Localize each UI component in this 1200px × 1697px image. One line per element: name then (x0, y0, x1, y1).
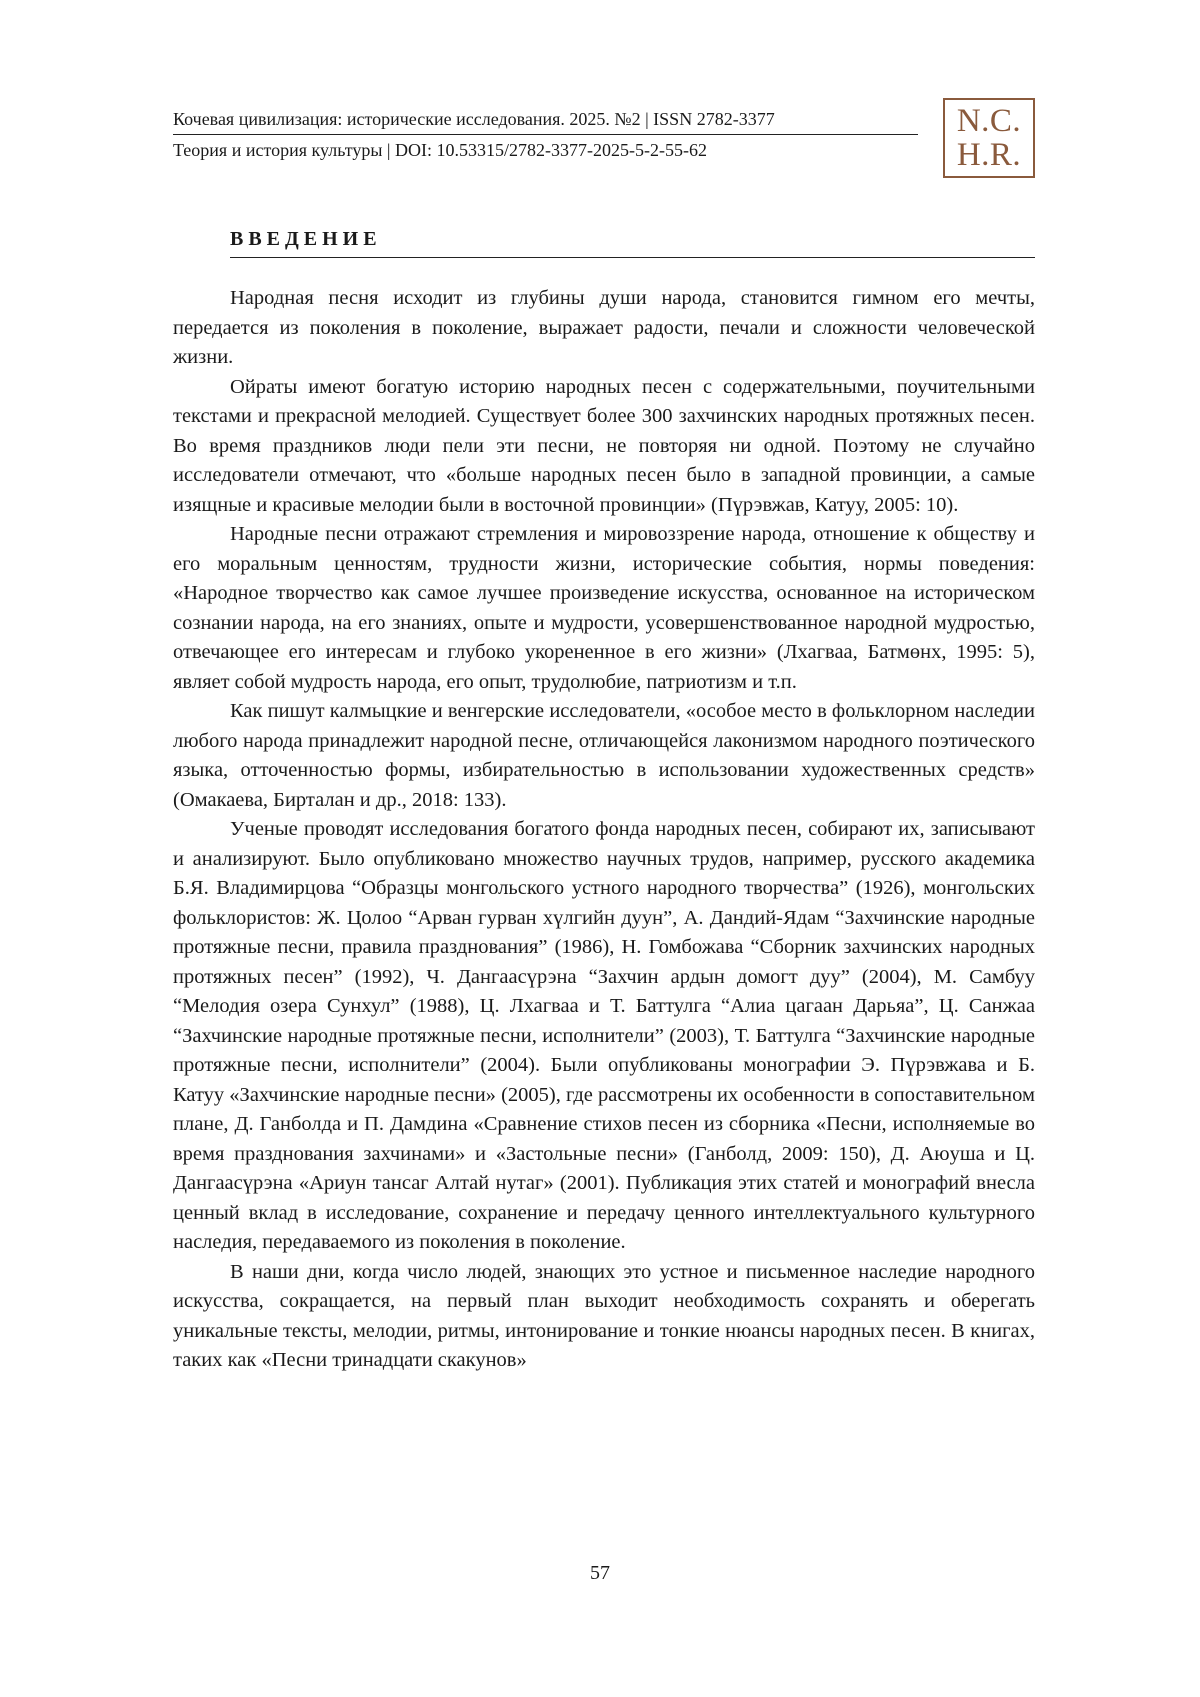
running-header (173, 103, 1035, 186)
paragraph-2: Ойраты имеют богатую историю народных песен с содержательными, поучительными текстами и прекрасной мелодией. Существует более 300 захчинских народных протяжных песен. Во время праздников люди пели эти песни, не повторяя ни одной. Поэтому не случайно исследователи отмечают, что «больше народных песен было в западной провинции, а самые изящные и красивые мелодии были в восточной провинции» (Пүрэвжав, Катуу, 2005: 10). (173, 375, 1035, 516)
paragraph-4: Как пишут калмыцкие и венгерские исследователи, «особое место в фольклорном наследии любого народа принадлежит народной песне, отличающейся лаконизмом народного поэтического языка, отточенностью формы, избирательностью в использовании художественных средств» (Омакаева, Бирталан и др., 2018: 133). (173, 700, 1035, 811)
section-doi-line: Теория и история культуры | DOI: 10.53315/2782-3377-2025-5-2-55-62 (173, 140, 707, 160)
section-heading: ВВЕДЕНИЕ (230, 228, 1035, 258)
header-text-block (173, 106, 918, 163)
logo-line-1: N.C. (956, 103, 1022, 139)
paragraph-6: В наши дни, когда число людей, знающих это устное и письменное наследие народного искусства, сокращается, на первый план выходит необходимость сохранять и оберегать уникальные тексты, мелодии, ритмы, интонирование и тонкие нюансы народных песен. В книгах, таких как «Песни тринадцати скакунов» (173, 1260, 1035, 1371)
paragraph-3: Народные песни отражают стремления и мировоззрение народа, отношение к обществу и его моральным ценностям, трудности жизни, исторические события, нормы поведения: «Народное творчество как самое лучшее произведение искусства, основанное на историческом сознании народа, на его знаниях, опыте и мудрости, усовершенствованное народной мудростью, отвечающее его интересам и глубоко укорененное в его жизни» (Лхагваа, Батмөнх, 1995: 5), являет собой мудрость народа, его опыт, трудолюбие, патриотизм и т.п. (173, 523, 1035, 693)
journal-logo (943, 98, 1035, 178)
article-body (173, 284, 1035, 1376)
page-number: 57 (590, 1562, 610, 1584)
journal-line: Кочевая цивилизация: исторические исследования. 2025. №2 | ISSN 2782-3377 (173, 106, 918, 135)
paragraph-5: Ученые проводят исследования богатого фонда народных песен, собирают их, записывают и анализируют. Было опубликовано множество научных трудов, например, русского академика Б.Я. Владимирцова “Образцы монгольского устного народного творчества” (1926), монгольских фольклористов: Ж. Цолоо “Арван гурван хүлгийн дуун”, А. Дандий-Ядам “Захчинские народные протяжные песни, правила празднования” (1986), Н. Гомбожава “Сборник захчинских народных протяжных песен” (1992), Ч. Дангаасүрэна “Захчин ардын домогт дуу” (2004), М. Самбуу “Мелодия озера Сунхул” (1988), Ц. Лхагваа и Т. Баттулга “Алиа цагаан Дарьяа”, Ц. Санжаа “Захчинские народные протяжные песни, исполнители” (2003), Т. Баттулга “Захчинские народные протяжные песни, исполнители” (2004). Были опубликованы монографии Э. Пүрэвжава и Б. Катуу «Захчинские народные песни» (2005), где рассмотрены их особенности в сопоставительном плане, Д. Ганболда и П. Дамдина «Сравнение стихов песен из сборника «Песни, исполняемые во время празднования захчинами» и «Застольные песни» (Ганболд, 2009: 150), Д. Аюуша и Ц. Дангаасүрэна «Ариун тансаг Алтай нутаг» (2001). Публикация этих статей и монографий внесла ценный вклад в исследование, сохранение и передачу ценного интеллектуального культурного наследия, передаваемого из поколения в поколение. (173, 818, 1035, 1253)
paragraph-1: Народная песня исходит из глубины души народа, становится гимном его мечты, передается из поколения в поколение, выражает радости, печали и сложности человеческой жизни. (173, 287, 1035, 368)
logo-line-2: H.R. (956, 137, 1022, 173)
